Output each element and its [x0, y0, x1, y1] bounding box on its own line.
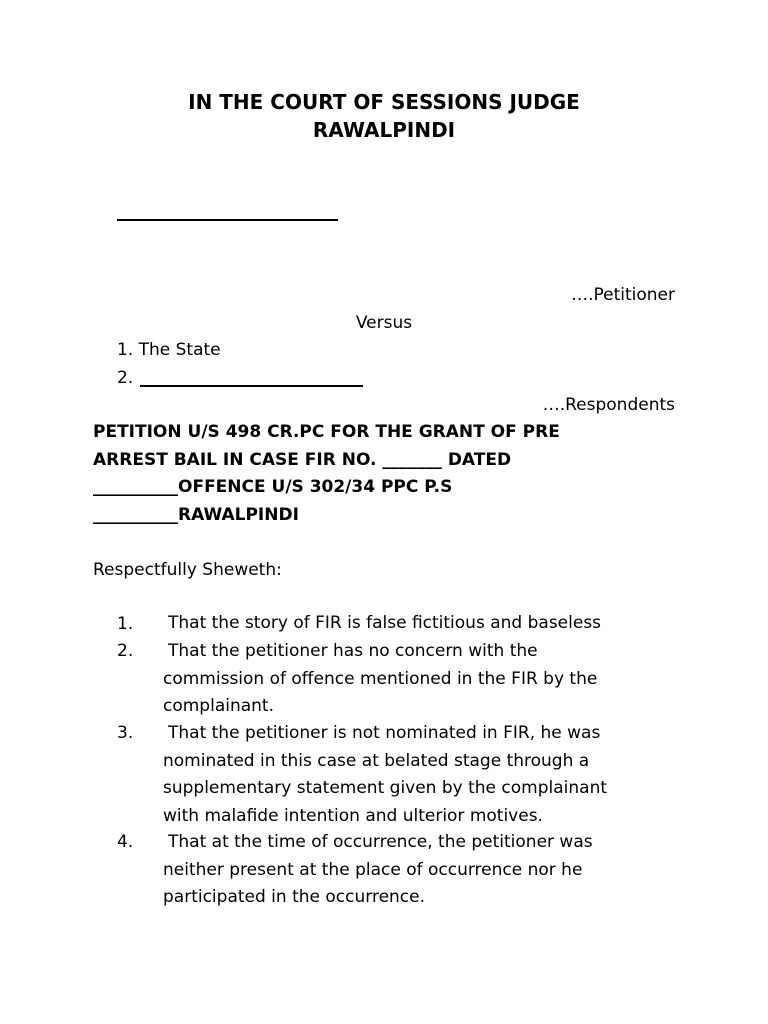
respondents-label: ….Respondents: [542, 395, 675, 415]
ground-4-number: 4.: [117, 832, 134, 852]
respondent-2-number: 2.: [117, 368, 134, 388]
respondent-2-blank: [140, 385, 363, 387]
ground-2-number: 2.: [117, 641, 134, 661]
ground-4-line-1: That at the time of occurrence, the petitioner was: [168, 832, 593, 852]
ground-2-text: [163, 638, 683, 721]
petition-heading-line-3: __________OFFENCE U/S 302/34 PPC P.S: [93, 477, 453, 497]
ground-3-line-1: That the petitioner is not nominated in FIR, he was: [168, 723, 601, 743]
versus-label: Versus: [355, 313, 413, 333]
petition-heading-line-1: PETITION U/S 498 CR.PC FOR THE GRANT OF PRE: [93, 422, 560, 442]
ground-1-line-1: That the story of FIR is false fictitious and baseless: [168, 613, 602, 633]
petitioner-name-blank: [117, 219, 338, 221]
salutation: Respectfully Sheweth:: [93, 560, 282, 580]
ground-3-line-4: with malafide intention and ulterior motives.: [163, 805, 543, 826]
ground-3-text: [163, 720, 683, 830]
court-title-line-1: IN THE COURT OF SESSIONS JUDGE: [188, 90, 580, 114]
ground-3-line-2: nominated in this case at belated stage through a: [163, 750, 590, 771]
ground-2-line-1: That the petitioner has no concern with the: [168, 641, 538, 661]
ground-3-line-3: supplementary statement given by the complainant: [163, 778, 608, 798]
petition-heading-line-2: ARREST BAIL IN CASE FIR NO. _______ DATED: [93, 449, 512, 470]
ground-1-text: [168, 610, 688, 638]
ground-2-line-2: commission of offence mentioned in the FIR by the: [163, 668, 598, 689]
ground-4-line-2: neither present at the place of occurrence nor he: [163, 859, 583, 880]
respondent-1: 1. The State: [117, 340, 221, 360]
court-title-line-2: RAWALPINDI: [312, 118, 456, 142]
ground-4-text: [163, 829, 683, 912]
ground-1-number: 1.: [117, 614, 134, 634]
ground-4-line-3: participated in the occurrence.: [163, 887, 426, 907]
petitioner-label: ….Petitioner: [571, 285, 675, 305]
petition-heading-line-4: __________RAWALPINDI: [93, 504, 299, 525]
petition-heading: [93, 419, 693, 529]
ground-2-line-3: complainant.: [163, 696, 274, 716]
ground-3-number: 3.: [117, 723, 134, 743]
